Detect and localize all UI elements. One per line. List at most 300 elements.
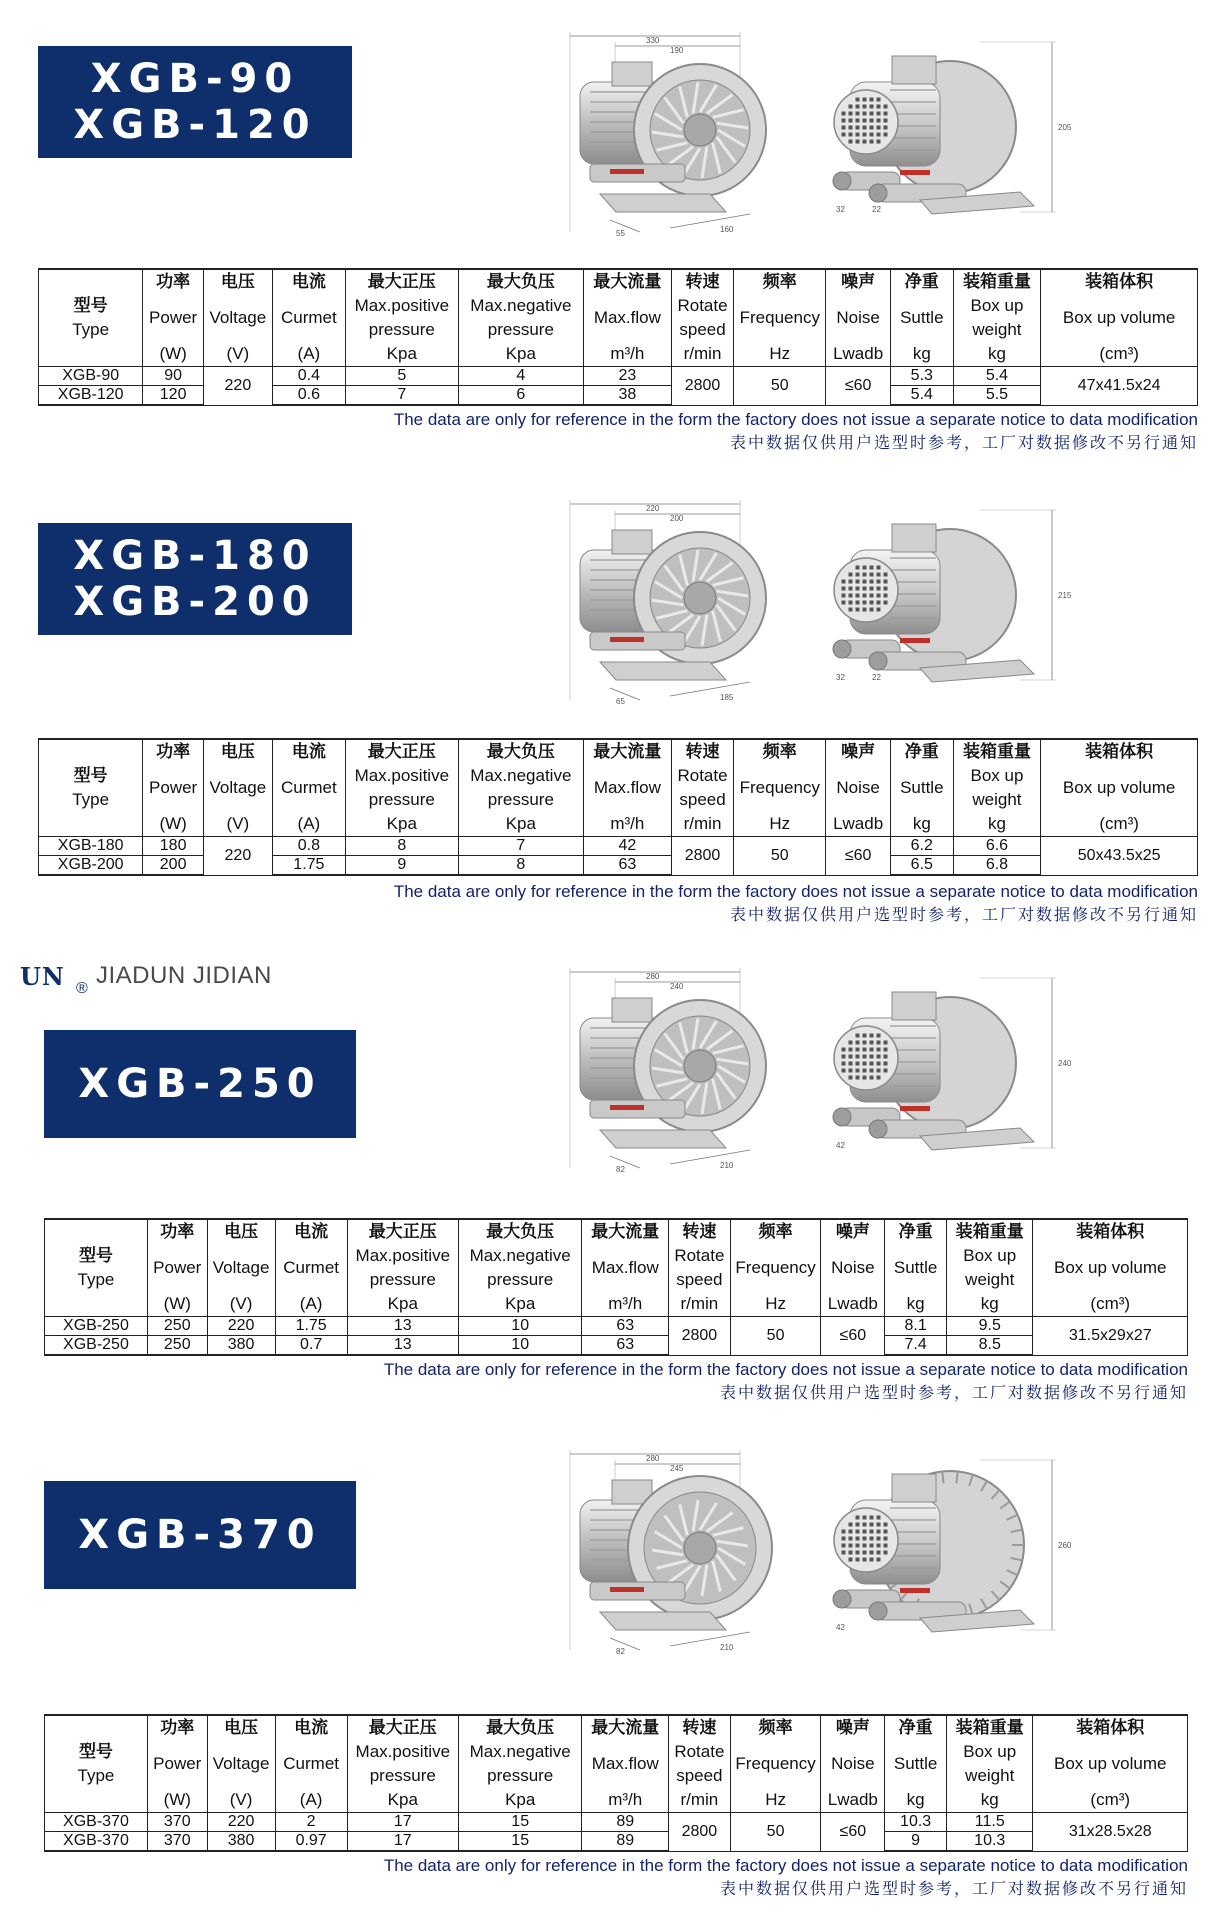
dim-base: 65: [616, 697, 625, 706]
cell-max-flow: 63: [584, 856, 672, 876]
header-box_en1: Box up: [947, 1244, 1033, 1268]
cell-type: XGB-200: [39, 856, 143, 876]
header-speed_unit: r/min: [671, 342, 734, 367]
cell-current: 0.7: [275, 1336, 347, 1356]
model-title-banner: [44, 1030, 356, 1138]
table-row: [39, 367, 1198, 386]
cell-type: XGB-370: [45, 1813, 148, 1832]
header-voltage_unit: (V): [203, 342, 272, 367]
cell-max-negative: 4: [458, 367, 583, 386]
header-box_en2: weight: [947, 1268, 1033, 1292]
header-power_unit: (W): [143, 342, 204, 367]
blower-front-view: [570, 1450, 772, 1656]
header-box_en2: weight: [947, 1764, 1033, 1788]
cell-power: 200: [143, 856, 204, 876]
header-vol_unit: (cm³): [1041, 342, 1198, 367]
model-title-line: XGB-200: [73, 579, 317, 625]
cell-current: 0.97: [275, 1832, 347, 1852]
header-box_en1: Box up: [953, 764, 1041, 788]
header-pos_en1: Max.positive: [347, 1740, 458, 1764]
header-speed_unit: r/min: [668, 1292, 730, 1317]
product-photos: [550, 490, 1090, 720]
dim-height: 215: [1058, 591, 1072, 600]
header-power_cn: 功率: [147, 1219, 207, 1244]
header-flow_en: Max.flow: [584, 764, 672, 812]
cell-noise: ≤60: [826, 367, 891, 406]
spec-table: [38, 268, 1198, 406]
model-title-line: XGB-370: [78, 1512, 322, 1558]
header-flow_cn: 最大流量: [582, 1715, 668, 1740]
header-current_cn: 电流: [272, 739, 345, 764]
header-box_en2: weight: [953, 788, 1041, 812]
header-pos_unit: Kpa: [345, 342, 458, 367]
cell-net-weight: 8.1: [885, 1317, 947, 1336]
blower-side-view: [833, 42, 1072, 214]
header-pos_cn: 最大正压: [347, 1715, 458, 1740]
table-row: [39, 837, 1198, 856]
dim-top-width: 200: [670, 514, 684, 523]
header-noise_unit: Lwadb: [821, 1292, 885, 1317]
cell-net-weight: 5.3: [891, 367, 954, 386]
blower-front-view: [570, 500, 766, 706]
header-freq_cn: 频率: [730, 1715, 821, 1740]
header-noise_cn: 噪声: [826, 269, 891, 294]
cell-max-positive: 9: [345, 856, 458, 876]
header-type-en: Type: [72, 320, 110, 339]
cell-frequency: 50: [730, 1317, 821, 1356]
header-net_unit: kg: [885, 1292, 947, 1317]
product-photos: [550, 958, 1090, 1188]
header-row-cn: [39, 739, 1198, 764]
header-current_en: Curmet: [275, 1244, 347, 1292]
cell-type: XGB-250: [45, 1317, 148, 1336]
header-pos_unit: Kpa: [347, 1292, 458, 1317]
header-row-unit: [39, 342, 1198, 367]
header-neg_unit: Kpa: [458, 1292, 582, 1317]
cell-net-weight: 7.4: [885, 1336, 947, 1356]
header-speed_en1: Rotate: [671, 294, 734, 318]
header-voltage_unit: (V): [207, 1788, 275, 1813]
header-net_cn: 净重: [891, 269, 954, 294]
header-pos_en1: Max.positive: [347, 1244, 458, 1268]
cell-max-negative: 15: [458, 1813, 582, 1832]
dim-depth: 210: [720, 1161, 734, 1170]
cell-current: 0.8: [272, 837, 345, 856]
header-freq_cn: 频率: [734, 739, 826, 764]
header-flow_cn: 最大流量: [584, 269, 672, 294]
header-vol_cn: 装箱体积: [1033, 1715, 1188, 1740]
cell-voltage: 380: [207, 1832, 275, 1852]
brand-name: JIADUN JIDIAN: [96, 962, 272, 989]
disclaimer-en: The data are only for reference in the form the factory does not issue a separate notice to data modification: [393, 410, 1198, 429]
dim-base: 82: [616, 1647, 625, 1656]
header-speed_cn: 转速: [671, 739, 734, 764]
header-pos_cn: 最大正压: [347, 1219, 458, 1244]
blower-side-view: [833, 1460, 1072, 1632]
header-voltage_unit: (V): [207, 1292, 275, 1317]
header-noise_unit: Lwadb: [826, 812, 891, 837]
cell-box-weight: 6.6: [953, 837, 1041, 856]
cell-box-volume: 31x28.5x28: [1033, 1813, 1188, 1852]
cell-box-weight: 5.5: [953, 386, 1041, 406]
header-row-unit: [39, 812, 1198, 837]
cell-voltage: 380: [207, 1336, 275, 1356]
disclaimer-en: The data are only for reference in the form the factory does not issue a separate notice to data modification: [393, 882, 1198, 901]
header-type: [39, 739, 143, 837]
header-net_en: Suttle: [885, 1740, 947, 1788]
disclaimer-cn: 表中数据仅供用户选型时参考，工厂对数据修改不另行通知: [719, 1385, 1188, 1402]
cell-type: XGB-180: [39, 837, 143, 856]
header-power_en: Power: [147, 1740, 207, 1788]
header-freq_en: Frequency: [730, 1740, 821, 1788]
header-type-en: Type: [77, 1270, 115, 1289]
cell-power: 370: [147, 1813, 207, 1832]
header-box_en1: Box up: [953, 294, 1041, 318]
header-flow_cn: 最大流量: [584, 739, 672, 764]
header-pos_en1: Max.positive: [345, 764, 458, 788]
cell-max-positive: 7: [345, 386, 458, 406]
header-box_cn: 装箱重量: [947, 1715, 1033, 1740]
header-voltage_cn: 电压: [203, 739, 272, 764]
dim-height: 260: [1058, 1541, 1072, 1550]
dim-port-1: 32: [836, 205, 845, 214]
header-freq_en: Frequency: [734, 764, 826, 812]
header-row-cn: [45, 1219, 1188, 1244]
header-row-en: [45, 1740, 1188, 1764]
dim-base: 82: [616, 1165, 625, 1174]
cell-box-weight: 8.5: [947, 1336, 1033, 1356]
header-box_cn: 装箱重量: [953, 739, 1041, 764]
header-vol_en: Box up volume: [1033, 1740, 1188, 1788]
model-title-line: XGB-90: [90, 56, 300, 102]
header-box_en1: Box up: [947, 1740, 1033, 1764]
header-speed_en2: speed: [671, 788, 734, 812]
dim-depth: 185: [720, 693, 734, 702]
header-flow_cn: 最大流量: [582, 1219, 668, 1244]
dim-top-width: 190: [670, 46, 684, 55]
header-net_en: Suttle: [891, 764, 954, 812]
cell-max-negative: 15: [458, 1832, 582, 1852]
cell-speed: 2800: [671, 367, 734, 406]
header-noise_en: Noise: [821, 1740, 885, 1788]
header-pos_unit: Kpa: [347, 1788, 458, 1813]
header-vol_en: Box up volume: [1041, 764, 1198, 812]
cell-net-weight: 9: [885, 1832, 947, 1852]
header-vol_unit: (cm³): [1033, 1292, 1188, 1317]
model-title-banner: [44, 1481, 356, 1589]
cell-max-flow: 38: [584, 386, 672, 406]
header-voltage_cn: 电压: [203, 269, 272, 294]
header-power_unit: (W): [143, 812, 204, 837]
cell-speed: 2800: [668, 1317, 730, 1356]
header-neg_cn: 最大负压: [458, 269, 583, 294]
header-neg_en1: Max.negative: [458, 1740, 582, 1764]
cell-box-weight: 6.8: [953, 856, 1041, 876]
disclaimer-en: The data are only for reference in the form the factory does not issue a separate notice to data modification: [383, 1360, 1188, 1379]
header-noise_en: Noise: [826, 764, 891, 812]
table-row: [45, 1813, 1188, 1832]
header-voltage_en: Voltage: [203, 764, 272, 812]
cell-noise: ≤60: [821, 1317, 885, 1356]
cell-max-flow: 89: [582, 1813, 668, 1832]
model-title-line: XGB-180: [73, 533, 317, 579]
header-pos_unit: Kpa: [345, 812, 458, 837]
header-vol_cn: 装箱体积: [1041, 739, 1198, 764]
header-neg_en1: Max.negative: [458, 764, 583, 788]
cell-net-weight: 6.5: [891, 856, 954, 876]
header-current_unit: (A): [275, 1788, 347, 1813]
model-title-line: XGB-250: [78, 1061, 322, 1107]
dim-depth: 160: [720, 225, 734, 234]
header-neg_en1: Max.negative: [458, 294, 583, 318]
disclaimer-en: The data are only for reference in the form the factory does not issue a separate notice to data modification: [383, 1856, 1188, 1875]
dim-top-total: 220: [646, 504, 660, 513]
header-noise_en: Noise: [826, 294, 891, 342]
header-voltage_unit: (V): [203, 812, 272, 837]
header-row-en: [45, 1244, 1188, 1268]
brand-mark: UN: [20, 962, 65, 991]
header-current_cn: 电流: [275, 1219, 347, 1244]
table-row: [45, 1317, 1188, 1336]
header-net_cn: 净重: [891, 739, 954, 764]
dim-base: 55: [616, 229, 625, 238]
spec-table: [44, 1218, 1188, 1356]
header-row-cn: [39, 269, 1198, 294]
header-current_en: Curmet: [275, 1740, 347, 1788]
cell-box-volume: 31.5x29x27: [1033, 1317, 1188, 1356]
header-freq_cn: 频率: [730, 1219, 821, 1244]
header-noise_unit: Lwadb: [826, 342, 891, 367]
header-noise_en: Noise: [821, 1244, 885, 1292]
header-type: [45, 1219, 148, 1317]
header-current_en: Curmet: [272, 764, 345, 812]
header-neg_en2: pressure: [458, 1764, 582, 1788]
header-pos_en2: pressure: [347, 1764, 458, 1788]
header-power_cn: 功率: [143, 269, 204, 294]
header-speed_en1: Rotate: [668, 1740, 730, 1764]
header-noise_cn: 噪声: [826, 739, 891, 764]
cell-max-positive: 13: [347, 1317, 458, 1336]
cell-power: 90: [143, 367, 204, 386]
header-flow_unit: m³/h: [582, 1788, 668, 1813]
cell-type: XGB-250: [45, 1336, 148, 1356]
header-neg_cn: 最大负压: [458, 739, 583, 764]
cell-current: 2: [275, 1813, 347, 1832]
header-speed_en1: Rotate: [668, 1244, 730, 1268]
header-freq_unit: Hz: [734, 812, 826, 837]
header-box_unit: kg: [947, 1788, 1033, 1813]
header-box_unit: kg: [953, 342, 1041, 367]
blower-front-view: [570, 968, 766, 1174]
cell-max-negative: 7: [458, 837, 583, 856]
blower-side-view: [833, 510, 1072, 682]
cell-box-volume: 50x43.5x25: [1041, 837, 1198, 876]
header-power_en: Power: [143, 764, 204, 812]
header-pos_cn: 最大正压: [345, 269, 458, 294]
cell-power: 120: [143, 386, 204, 406]
cell-type: XGB-90: [39, 367, 143, 386]
cell-power: 180: [143, 837, 204, 856]
cell-noise: ≤60: [826, 837, 891, 876]
header-net_unit: kg: [885, 1788, 947, 1813]
header-flow_unit: m³/h: [582, 1292, 668, 1317]
header-net_cn: 净重: [885, 1219, 947, 1244]
dim-port-1: 32: [836, 673, 845, 682]
header-type-en: Type: [72, 790, 110, 809]
cell-box-weight: 5.4: [953, 367, 1041, 386]
cell-power: 370: [147, 1832, 207, 1852]
header-row-unit: [45, 1788, 1188, 1813]
header-neg_en1: Max.negative: [458, 1244, 582, 1268]
header-net_unit: kg: [891, 812, 954, 837]
cell-voltage: 220: [207, 1813, 275, 1832]
header-freq_en: Frequency: [730, 1244, 821, 1292]
dim-port-2: 22: [872, 205, 881, 214]
header-neg_en2: pressure: [458, 318, 583, 342]
cell-box-weight: 11.5: [947, 1813, 1033, 1832]
header-pos_cn: 最大正压: [345, 739, 458, 764]
header-speed_cn: 转速: [668, 1715, 730, 1740]
cell-max-positive: 5: [345, 367, 458, 386]
header-freq_unit: Hz: [730, 1788, 821, 1813]
header-voltage_cn: 电压: [207, 1219, 275, 1244]
header-type-en: Type: [77, 1766, 115, 1785]
header-power_unit: (W): [147, 1292, 207, 1317]
cell-voltage: 220: [207, 1317, 275, 1336]
header-voltage_en: Voltage: [207, 1244, 275, 1292]
dim-height: 205: [1058, 123, 1072, 132]
header-net_cn: 净重: [885, 1715, 947, 1740]
header-box_en2: weight: [953, 318, 1041, 342]
cell-current: 1.75: [275, 1317, 347, 1336]
registered-mark: ®: [76, 980, 88, 997]
header-net_en: Suttle: [885, 1244, 947, 1292]
disclaimer-cn: 表中数据仅供用户选型时参考，工厂对数据修改不另行通知: [729, 907, 1198, 924]
header-net_unit: kg: [891, 342, 954, 367]
cell-max-flow: 42: [584, 837, 672, 856]
dim-top-total: 330: [646, 36, 660, 45]
header-neg_cn: 最大负压: [458, 1219, 582, 1244]
header-type-cn: 型号: [78, 1246, 113, 1265]
cell-current: 0.4: [272, 367, 345, 386]
model-title-banner: [38, 523, 352, 635]
cell-net-weight: 6.2: [891, 837, 954, 856]
cell-frequency: 50: [730, 1813, 821, 1852]
header-freq_en: Frequency: [734, 294, 826, 342]
header-speed_en1: Rotate: [671, 764, 734, 788]
dim-port-1: 42: [836, 1623, 845, 1632]
product-photos: [550, 1440, 1090, 1670]
dim-top-total: 280: [646, 972, 660, 981]
header-vol_unit: (cm³): [1033, 1788, 1188, 1813]
header-type: [39, 269, 143, 367]
cell-noise: ≤60: [821, 1813, 885, 1852]
header-type-cn: 型号: [78, 1742, 113, 1761]
cell-speed: 2800: [671, 837, 734, 876]
header-speed_cn: 转速: [668, 1219, 730, 1244]
header-freq_unit: Hz: [734, 342, 826, 367]
header-neg_cn: 最大负压: [458, 1715, 582, 1740]
header-flow_en: Max.flow: [582, 1740, 668, 1788]
cell-net-weight: 10.3: [885, 1813, 947, 1832]
cell-max-flow: 63: [582, 1336, 668, 1356]
header-type-cn: 型号: [73, 766, 108, 785]
header-voltage_en: Voltage: [203, 294, 272, 342]
dim-port-1: 42: [836, 1141, 845, 1150]
header-type: [45, 1715, 148, 1813]
header-current_en: Curmet: [272, 294, 345, 342]
dim-top-width: 245: [670, 1464, 684, 1473]
header-flow_unit: m³/h: [584, 342, 672, 367]
header-box_cn: 装箱重量: [953, 269, 1041, 294]
header-pos_en2: pressure: [345, 788, 458, 812]
dim-height: 240: [1058, 1059, 1072, 1068]
header-noise_unit: Lwadb: [821, 1788, 885, 1813]
header-pos_en2: pressure: [347, 1268, 458, 1292]
cell-max-negative: 6: [458, 386, 583, 406]
header-box_cn: 装箱重量: [947, 1219, 1033, 1244]
blower-side-view: [833, 978, 1072, 1150]
dim-top-width: 240: [670, 982, 684, 991]
model-title-line: XGB-120: [73, 102, 317, 148]
header-current_cn: 电流: [272, 269, 345, 294]
disclaimer-cn: 表中数据仅供用户选型时参考，工厂对数据修改不另行通知: [719, 1881, 1188, 1898]
cell-max-negative: 8: [458, 856, 583, 876]
header-voltage_cn: 电压: [207, 1715, 275, 1740]
cell-box-volume: 47x41.5x24: [1041, 367, 1198, 406]
header-vol_en: Box up volume: [1041, 294, 1198, 342]
blower-front-view: [570, 32, 766, 238]
cell-net-weight: 5.4: [891, 386, 954, 406]
header-vol_en: Box up volume: [1033, 1244, 1188, 1292]
dim-top-total: 280: [646, 1454, 660, 1463]
header-net_en: Suttle: [891, 294, 954, 342]
header-current_unit: (A): [275, 1292, 347, 1317]
header-row-en: [39, 294, 1198, 318]
cell-frequency: 50: [734, 837, 826, 876]
cell-current: 1.75: [272, 856, 345, 876]
header-freq_cn: 频率: [734, 269, 826, 294]
cell-max-negative: 10: [458, 1336, 582, 1356]
header-box_unit: kg: [947, 1292, 1033, 1317]
cell-max-flow: 23: [584, 367, 672, 386]
cell-type: XGB-120: [39, 386, 143, 406]
header-flow_unit: m³/h: [584, 812, 672, 837]
cell-max-negative: 10: [458, 1317, 582, 1336]
cell-box-weight: 9.5: [947, 1317, 1033, 1336]
table-row: [45, 1832, 1188, 1852]
cell-max-positive: 8: [345, 837, 458, 856]
cell-max-positive: 17: [347, 1813, 458, 1832]
header-speed_unit: r/min: [671, 812, 734, 837]
header-current_unit: (A): [272, 342, 345, 367]
spec-table: [44, 1714, 1188, 1852]
cell-type: XGB-370: [45, 1832, 148, 1852]
table-row: [45, 1336, 1188, 1356]
spec-table: [38, 738, 1198, 876]
header-pos_en2: pressure: [345, 318, 458, 342]
header-current_cn: 电流: [275, 1715, 347, 1740]
header-row-unit: [45, 1292, 1188, 1317]
cell-box-weight: 10.3: [947, 1832, 1033, 1852]
header-vol_cn: 装箱体积: [1041, 269, 1198, 294]
header-neg_en2: pressure: [458, 788, 583, 812]
cell-voltage: 220: [203, 367, 272, 406]
header-speed_en2: speed: [668, 1268, 730, 1292]
header-speed_cn: 转速: [671, 269, 734, 294]
header-power_en: Power: [147, 1244, 207, 1292]
model-title-banner: [38, 46, 352, 158]
